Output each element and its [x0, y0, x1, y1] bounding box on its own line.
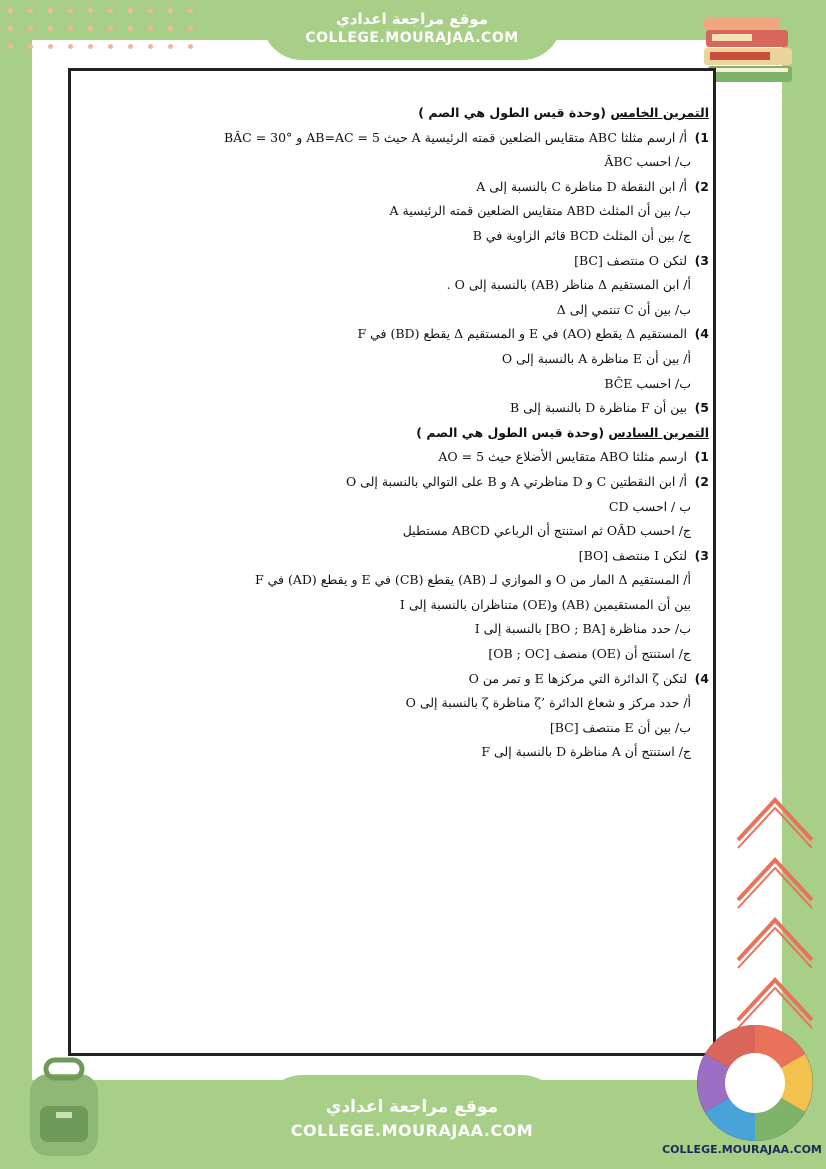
- exercise6-line: [71, 568, 711, 593]
- footer-site-name: موقع مراجعة اعدادي: [325, 1097, 499, 1117]
- question-text: ب/ حدد مناظرة [BO ; BA] بالنسبة إلى I: [474, 621, 691, 637]
- question-text: ج/ بين أن المثلث BCD قائم الزاوية في B: [472, 227, 691, 243]
- question-text: لتكن O منتصف [BC]: [574, 252, 688, 268]
- backpack-icon: [16, 1056, 112, 1160]
- exercise6-line: [71, 519, 711, 544]
- exercise6-lines: [71, 445, 711, 765]
- question-text: أ/ بين أن E مناظرة A بالنسبة إلى O: [501, 350, 691, 366]
- question-text: أ/ ارسم مثلثا ABC متقايس الضلعين قمته الرئيسية A حيث AB=AC = 5 و BÂC = 30°: [223, 129, 688, 145]
- question-text: أ/ ابن النقطة D مناظرة C بالنسبة إلى A: [476, 178, 688, 194]
- exercise5-line: [71, 199, 711, 224]
- exercise6-line: [71, 691, 711, 716]
- question-number: 2): [694, 178, 709, 194]
- question-text: ب/ بين أن E منتصف [BC]: [549, 719, 691, 735]
- exercise6-line: [71, 617, 711, 642]
- decorative-dots: [0, 0, 200, 60]
- question-text: بين أن المستقيمين (AB) و(OE) متناظران بالنسبة إلى I: [399, 596, 691, 612]
- question-text: بين أن F مناظرة D بالنسبة إلى B: [509, 400, 688, 416]
- exercise5-line: [71, 175, 711, 200]
- question-text: أ/ ابن النقطتين C و D مناظرتي A و B على التوالي بالنسبة إلى O: [345, 473, 688, 489]
- badge-url[interactable]: COLLEGE.MOURAJAA.COM: [662, 1143, 822, 1156]
- question-number: 3): [694, 252, 709, 268]
- header-tab: [262, 0, 562, 60]
- question-text: لتكن ζ الدائرة التي مركزها E و تمر من O: [468, 670, 688, 686]
- exercise6-line: [71, 470, 711, 495]
- footer-tab: [262, 1075, 562, 1169]
- header-site-name: موقع مراجعة اعدادي: [336, 10, 488, 28]
- exercise-sheet: [68, 68, 716, 1056]
- question-number: 2): [694, 473, 709, 489]
- question-text: ج/ احسب OÂD ثم استنتج أن الرباعي ABCD مستطيل: [402, 523, 691, 539]
- question-text: ب/ بين أن المثلث ABD متقايس الضلعين قمته الرئيسية A: [389, 203, 691, 219]
- exercise6-line: [71, 445, 711, 470]
- exercise5-line: [71, 298, 711, 323]
- question-number: 4): [694, 326, 709, 342]
- question-number: 4): [694, 670, 709, 686]
- question-text: أ/ ابن المستقيم Δ مناظر (AB) بالنسبة إلى O .: [446, 277, 691, 293]
- question-number: 3): [694, 547, 709, 563]
- exercise5-line: [71, 273, 711, 298]
- exercise5-line: [71, 224, 711, 249]
- exercise5-line: [71, 396, 711, 421]
- exercise6-line: [71, 716, 711, 741]
- question-text: أ/ المستقيم Δ المار من O و الموازي لـ (AB) يقطع (CB) في E و يقطع (AD) في F: [254, 572, 691, 588]
- exercise5-lines: [71, 126, 711, 421]
- chevron-up-icons: [730, 790, 820, 1040]
- question-text: ب/ احسب ÂBC: [604, 154, 691, 170]
- question-text: ب / احسب CD: [608, 498, 691, 514]
- exercise5-line: [71, 126, 711, 151]
- exercise5-line: [71, 322, 711, 347]
- question-text: أ/ حدد مركز و شعاع الدائرة ’ζ مناظرة ζ بالنسبة إلى O: [405, 695, 691, 711]
- exercise6-line: [71, 544, 711, 569]
- exercise5-line: [71, 347, 711, 372]
- question-text: ب/ بين أن C تنتمي إلى Δ: [556, 301, 691, 317]
- exercise6-line: [71, 593, 711, 618]
- exercise6-line: [71, 740, 711, 765]
- question-text: ج/ استنتج أن (OE) منصف [OB ; OC]: [488, 646, 691, 662]
- question-text: لتكن I منتصف [BO]: [578, 547, 688, 563]
- exercise5-line: [71, 150, 711, 175]
- exercise6-line: [71, 667, 711, 692]
- question-text: ب/ احسب BĈE: [604, 375, 691, 391]
- exercise6-title: التمرين السادس: [608, 424, 709, 440]
- question-number: 5): [694, 400, 709, 416]
- sheet-content: [71, 101, 711, 765]
- header-site-url[interactable]: COLLEGE.MOURAJAA.COM: [305, 30, 519, 46]
- exercise5-line: [71, 372, 711, 397]
- exercise6-line: [71, 495, 711, 520]
- question-number: 1): [694, 129, 709, 145]
- question-number: 1): [694, 449, 709, 465]
- school-subjects-badge-icon: [694, 1022, 816, 1144]
- exercise6-heading: [71, 421, 711, 446]
- exercise6-line: [71, 642, 711, 667]
- footer-site-url[interactable]: COLLEGE.MOURAJAA.COM: [290, 1121, 534, 1140]
- exercise5-line: [71, 249, 711, 274]
- exercise5-heading: [71, 101, 711, 126]
- question-text: المستقيم Δ يقطع (AO) في E و المستقيم Δ يقطع (BD) في F: [357, 326, 688, 342]
- exercise5-title: التمرين الخامس: [610, 105, 709, 120]
- exercise6-subtitle: (وحدة قيس الطول هي الصم ): [416, 424, 609, 440]
- exercise5-subtitle: (وحدة قيس الطول هي الصم ): [418, 105, 611, 120]
- question-text: ج/ استنتج أن A مناظرة D بالنسبة إلى F: [481, 744, 691, 760]
- question-text: ارسم مثلثا ABO متقايس الأضلاع حيث AO = 5: [438, 449, 688, 465]
